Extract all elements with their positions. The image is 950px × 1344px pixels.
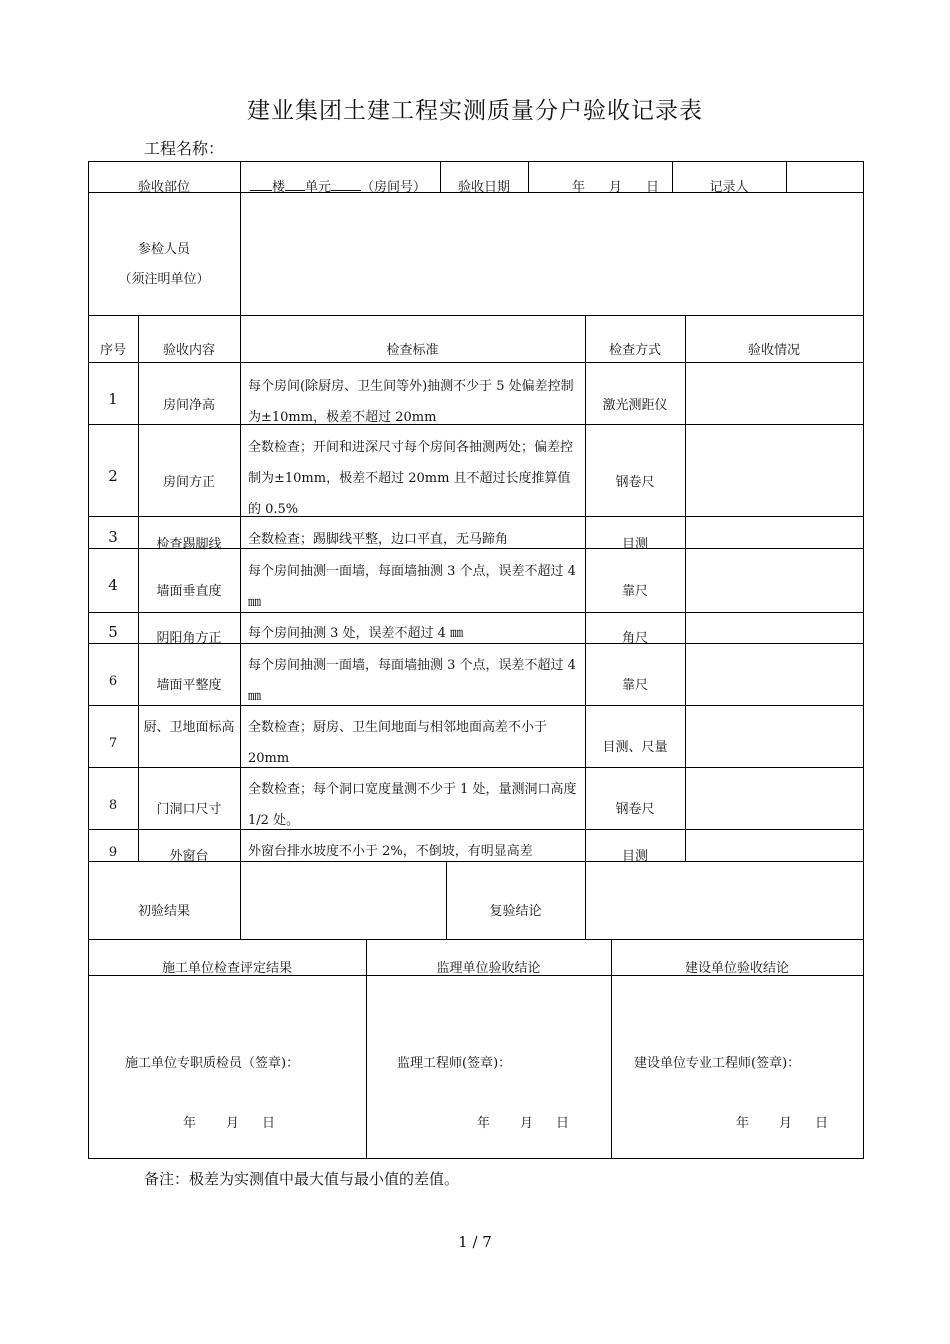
row-2-standard: 全数检查；开间和进深尺寸每个房间各抽测两处；偏差控制为±10mm，极差不超过 20mm 且不超过长度推算值的 0.5%	[248, 440, 574, 517]
grid-line-horizontal	[88, 362, 864, 363]
owner-title: 建设单位验收结论	[684, 961, 789, 976]
row-5-standard: 每个房间抽测 3 处，误差不超过 4 ㎜	[248, 626, 464, 641]
row-7-method: 目测、尺量	[602, 740, 668, 755]
row-8-standard: 全数检查；每个洞口宽度量测不少于 1 处，量测洞口高度 1/2 处。	[248, 782, 577, 828]
row-7-content: 厨、卫地面标高	[143, 720, 235, 735]
owner-sign: 建设单位专业工程师(签章)：	[634, 1056, 801, 1071]
col-header-method: 检查方式	[608, 343, 661, 358]
row-6-standard: 每个房间抽测一面墙，每面墙抽测 3 个点，误差不超过 4 ㎜	[248, 658, 576, 704]
col-header-result: 验收情况	[747, 343, 800, 358]
owner-date-year: 年	[736, 1116, 750, 1131]
row-6-no: 6	[108, 674, 118, 689]
supervisor-sign: 监理工程师(签章)：	[397, 1056, 512, 1071]
row-4-standard: 每个房间抽测一面墙，每面墙抽测 3 个点，误差不超过 4 ㎜	[248, 564, 576, 610]
owner-date-month: 月	[779, 1116, 793, 1131]
col-header-no: 序号	[99, 343, 126, 358]
date-label: 验收日期	[457, 180, 510, 195]
grid-line-horizontal	[88, 315, 864, 316]
row-3-content: 检查踢脚线	[156, 537, 222, 552]
row-6-content: 墙面平整度	[156, 678, 222, 693]
col-header-content: 验收内容	[162, 343, 215, 358]
contractor-date-day: 日	[262, 1116, 276, 1131]
participants-note: （须注明单位）	[118, 272, 210, 287]
row-5-method: 角尺	[621, 631, 648, 646]
project-name-label: 工程名称：	[144, 139, 225, 158]
location-value: 楼 单元 （房间号）	[250, 176, 426, 195]
date-month: 月	[609, 180, 623, 195]
page-number: 1 / 7	[458, 1233, 492, 1251]
row-9-no: 9	[108, 845, 118, 860]
row-7-no: 7	[108, 736, 118, 751]
row-3-no: 3	[108, 528, 118, 546]
location-label: 验收部位	[137, 180, 190, 195]
row-1-standard: 每个房间(除厨房、卫生间等外)抽测不少于 5 处偏差控制为±10mm，极差不超过 20mm	[248, 379, 574, 425]
row-3-method: 目测	[621, 537, 648, 552]
row-3-standard: 全数检查；踢脚线平整，边口平直，无马蹄角	[248, 532, 509, 547]
row-9-method: 目测	[621, 849, 648, 864]
row-8-method: 钢卷尺	[615, 802, 655, 817]
row-4-content: 墙面垂直度	[156, 584, 222, 599]
row-7-standard: 全数检查；厨房、卫生间地面与相邻地面高差不小于 20mm	[248, 720, 548, 766]
row-6-method: 靠尺	[621, 678, 648, 693]
supervisor-date-day: 日	[556, 1116, 570, 1131]
contractor-title: 施工单位检查评定结果	[161, 961, 292, 976]
contractor-date-year: 年	[183, 1116, 197, 1131]
recheck-label: 复验结论	[489, 904, 542, 919]
row-1-no: 1	[108, 390, 118, 408]
owner-date-day: 日	[815, 1116, 829, 1131]
row-8-content: 门洞口尺寸	[156, 802, 222, 817]
grid-line-horizontal	[88, 161, 864, 162]
row-9-standard: 外窗台排水坡度不小于 2%，不倒坡，有明显高差	[248, 844, 533, 859]
grid-line-vertical	[240, 161, 241, 940]
date-day: 日	[646, 180, 660, 195]
row-4-method: 靠尺	[621, 584, 648, 599]
footnote: 备注：极差为实测值中最大值与最小值的差值。	[144, 1170, 460, 1188]
contractor-sign: 施工单位专职质检员（签章)：	[125, 1056, 300, 1071]
grid-line-horizontal	[88, 1158, 864, 1159]
row-5-no: 5	[108, 623, 118, 641]
row-2-method: 钢卷尺	[615, 475, 655, 490]
participants-label: 参检人员	[137, 242, 190, 257]
document-title: 建业集团土建工程实测质量分户验收记录表	[247, 98, 703, 124]
row-9-content: 外窗台	[169, 849, 209, 864]
supervisor-date-year: 年	[477, 1116, 491, 1131]
supervisor-title: 监理单位验收结论	[436, 961, 541, 976]
grid-line-vertical	[88, 161, 89, 1159]
contractor-date-month: 月	[226, 1116, 240, 1131]
recorder-label: 记录人	[709, 180, 749, 195]
row-1-content: 房间净高	[162, 398, 215, 413]
grid-line-vertical	[685, 315, 686, 862]
date-year: 年	[572, 180, 586, 195]
row-1-method: 激光测距仪	[602, 398, 668, 413]
row-4-no: 4	[108, 576, 118, 594]
initial-result-label: 初验结果	[137, 904, 190, 919]
col-header-standard: 检查标准	[386, 343, 439, 358]
grid-line-vertical	[786, 161, 787, 193]
grid-line-horizontal	[88, 939, 864, 940]
row-8-no: 8	[108, 798, 118, 813]
row-2-content: 房间方正	[162, 475, 215, 490]
grid-line-vertical	[863, 161, 864, 1159]
row-5-content: 阴阳角方正	[156, 631, 222, 646]
supervisor-date-month: 月	[520, 1116, 534, 1131]
row-2-no: 2	[108, 467, 118, 485]
grid-line-vertical	[528, 161, 529, 193]
